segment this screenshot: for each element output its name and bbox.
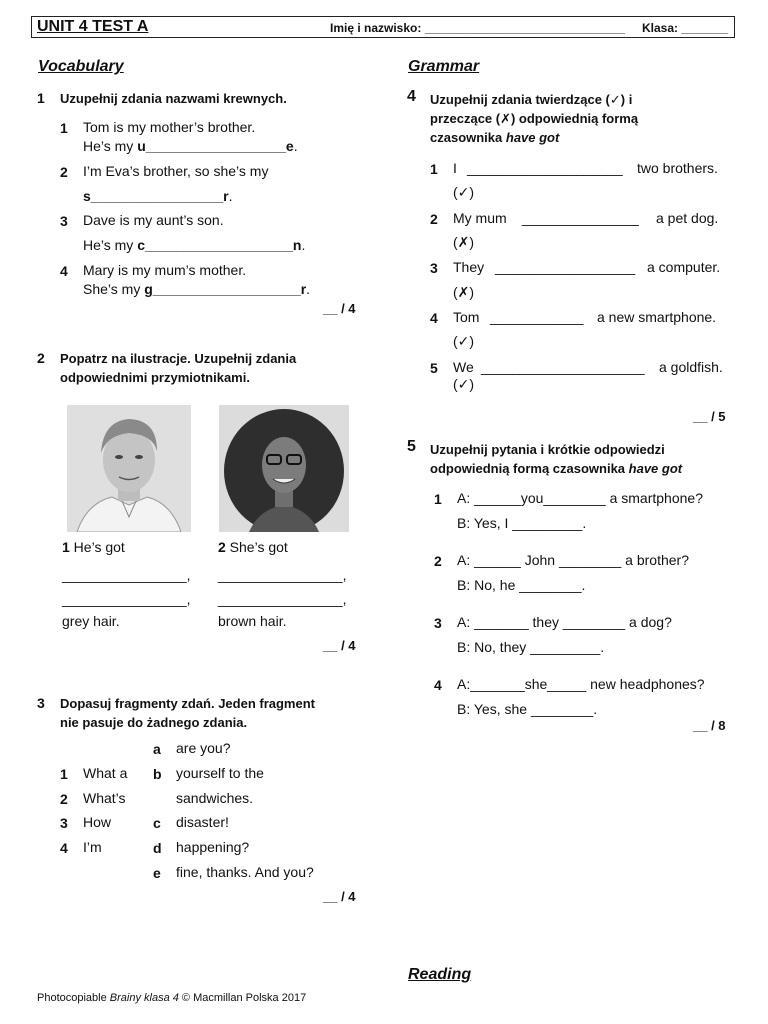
task3-fragment: are you? bbox=[176, 740, 231, 756]
task5-question[interactable]: A: ______you________ a smartphone? bbox=[457, 490, 703, 506]
task5-question[interactable]: A: ______ John ________ a brother? bbox=[457, 552, 689, 568]
vocabulary-heading: Vocabulary bbox=[38, 58, 124, 75]
task4-item-mark: (✓) bbox=[453, 333, 475, 349]
task1-item-answer[interactable]: She’s my g___________________r. bbox=[83, 281, 311, 297]
task3-letter: b bbox=[153, 766, 162, 782]
task2-score: __ / 4 bbox=[323, 638, 356, 653]
task2-instruction: Popatrz na ilustracje. Uzupełnij zdania odpowiednimi przymiotnikami. bbox=[60, 351, 297, 385]
task2-number: 2 bbox=[37, 350, 45, 366]
task3-start: I’m bbox=[83, 839, 102, 855]
task4-item-mark: (✓) bbox=[453, 184, 475, 200]
unit-title: UNIT 4 TEST A bbox=[37, 18, 149, 35]
task2-left-label: 1 He’s got bbox=[62, 539, 125, 555]
task3-fragment: disaster! bbox=[176, 814, 229, 830]
task5-instruction: Uzupełnij pytania i krótkie odpowiedzi odpowiednią formą czasownika have got bbox=[430, 442, 683, 476]
task3-letter: c bbox=[153, 815, 161, 831]
task3-score: __ / 4 bbox=[323, 889, 356, 904]
task3-fragment: fine, thanks. And you? bbox=[176, 864, 314, 880]
task3-fragment: yourself to the bbox=[176, 765, 264, 781]
task4-item-number: 1 bbox=[430, 161, 438, 177]
task1-number: 1 bbox=[37, 90, 45, 106]
task4-item-blank[interactable]: _____________________ bbox=[481, 359, 645, 375]
task1-item-number: 2 bbox=[60, 164, 68, 180]
task3-letter: e bbox=[153, 865, 161, 881]
grammar-heading: Grammar bbox=[408, 58, 480, 75]
task3-num: 1 bbox=[60, 766, 68, 782]
task1-score: __ / 4 bbox=[323, 301, 356, 316]
task4-item-mark: (✗) bbox=[453, 234, 475, 250]
footer-copyright: Photocopiable Brainy klasa 4 © Macmillan Polska 2017 bbox=[37, 992, 307, 1004]
task1-item-number: 1 bbox=[60, 120, 68, 136]
task4-item-rest: a pet dog. bbox=[656, 210, 719, 226]
task1-instruction: Uzupełnij zdania nazwami krewnych. bbox=[60, 91, 287, 106]
task5-question[interactable]: A: _______ they ________ a dog? bbox=[457, 614, 672, 630]
task1-item-answer[interactable]: s_________________r. bbox=[83, 188, 233, 204]
task4-item-subject: Tom bbox=[453, 309, 480, 325]
task4-item-mark: (✗) bbox=[453, 284, 475, 300]
task3-number: 3 bbox=[37, 695, 45, 711]
task2-right-blank[interactable]: ________________, bbox=[218, 567, 347, 583]
task1-item-line: Dave is my aunt’s son. bbox=[83, 212, 224, 228]
task4-item-mark: (✓) bbox=[453, 376, 475, 392]
task3-num: 3 bbox=[60, 815, 68, 831]
task4-item-rest: a computer. bbox=[647, 259, 721, 275]
task4-item-number: 2 bbox=[430, 211, 438, 227]
task2-right-label: 2 She’s got bbox=[218, 539, 288, 555]
woman-photo bbox=[219, 405, 349, 532]
reading-heading: Reading bbox=[408, 966, 472, 983]
header-box bbox=[31, 16, 735, 38]
task4-instruction: Uzupełnij zdania twierdzące (✓) i przeczące (✗) odpowiednią formą czasownika have got bbox=[430, 92, 639, 145]
task5-answer[interactable]: B: No, he ________. bbox=[457, 577, 586, 593]
task3-fragment: sandwiches. bbox=[176, 790, 254, 806]
task4-item-number: 5 bbox=[430, 360, 438, 376]
task3-fragment: happening? bbox=[176, 839, 250, 855]
task3-start: How bbox=[83, 814, 112, 830]
task1-item-line: Mary is my mum’s mother. bbox=[83, 262, 247, 278]
task4-item-blank[interactable]: __________________ bbox=[495, 259, 636, 275]
task5-answer[interactable]: B: No, they _________. bbox=[457, 639, 605, 655]
task2-left-end: grey hair. bbox=[62, 613, 120, 629]
task3-num: 2 bbox=[60, 791, 68, 807]
task1-item-answer[interactable]: He’s my u__________________e. bbox=[83, 138, 298, 154]
task2-right-end: brown hair. bbox=[218, 613, 287, 629]
task4-item-blank[interactable]: _______________ bbox=[522, 210, 639, 226]
task3-start: What a bbox=[83, 765, 128, 781]
task4-item-rest: two brothers. bbox=[637, 160, 718, 176]
task5-question[interactable]: A:_______she_____ new headphones? bbox=[457, 676, 705, 692]
man-photo bbox=[67, 405, 191, 532]
class-field[interactable]: Klasa: _______ bbox=[642, 21, 729, 35]
task4-item-blank[interactable]: ____________________ bbox=[467, 160, 623, 176]
task4-item-subject: I bbox=[453, 160, 457, 176]
task3-letter: a bbox=[153, 741, 161, 757]
task1-item-line: I’m Eva’s brother, so she’s my bbox=[83, 163, 269, 179]
task4-item-subject: They bbox=[453, 259, 485, 275]
task4-item-number: 3 bbox=[430, 260, 438, 276]
task4-number: 4 bbox=[407, 88, 416, 105]
task4-item-rest: a new smartphone. bbox=[597, 309, 717, 325]
task5-item-number: 3 bbox=[434, 615, 442, 631]
task4-item-rest: a goldfish. bbox=[659, 359, 723, 375]
task4-item-subject: We bbox=[453, 359, 474, 375]
task3-start: What’s bbox=[83, 790, 126, 806]
task1-item-line: Tom is my mother’s brother. bbox=[83, 119, 256, 135]
task4-score: __ / 5 bbox=[693, 409, 726, 424]
task3-instruction: Dopasuj fragmenty zdań. Jeden fragment nie pasuje do żadnego zdania. bbox=[60, 696, 315, 730]
task5-number: 5 bbox=[407, 438, 416, 455]
task5-item-number: 2 bbox=[434, 553, 442, 569]
name-field[interactable]: Imię i nazwisko: ______________________________ bbox=[330, 21, 625, 35]
task5-score: __ / 8 bbox=[693, 718, 726, 733]
task1-item-number: 3 bbox=[60, 213, 68, 229]
task2-left-blank[interactable]: ________________, bbox=[62, 591, 191, 607]
task5-item-number: 4 bbox=[434, 677, 442, 693]
task5-answer[interactable]: B: Yes, I _________. bbox=[457, 515, 587, 531]
task2-left-blank[interactable]: ________________, bbox=[62, 567, 191, 583]
task2-right-blank[interactable]: ________________, bbox=[218, 591, 347, 607]
task3-letter: d bbox=[153, 840, 162, 856]
task1-item-answer[interactable]: He’s my c___________________n. bbox=[83, 237, 306, 253]
task1-item-number: 4 bbox=[60, 263, 68, 279]
task3-num: 4 bbox=[60, 840, 68, 856]
task5-item-number: 1 bbox=[434, 491, 442, 507]
task5-answer[interactable]: B: Yes, she ________. bbox=[457, 701, 598, 717]
task4-item-subject: My mum bbox=[453, 210, 507, 226]
task4-item-blank[interactable]: ____________ bbox=[490, 309, 584, 325]
task4-item-number: 4 bbox=[430, 310, 438, 326]
